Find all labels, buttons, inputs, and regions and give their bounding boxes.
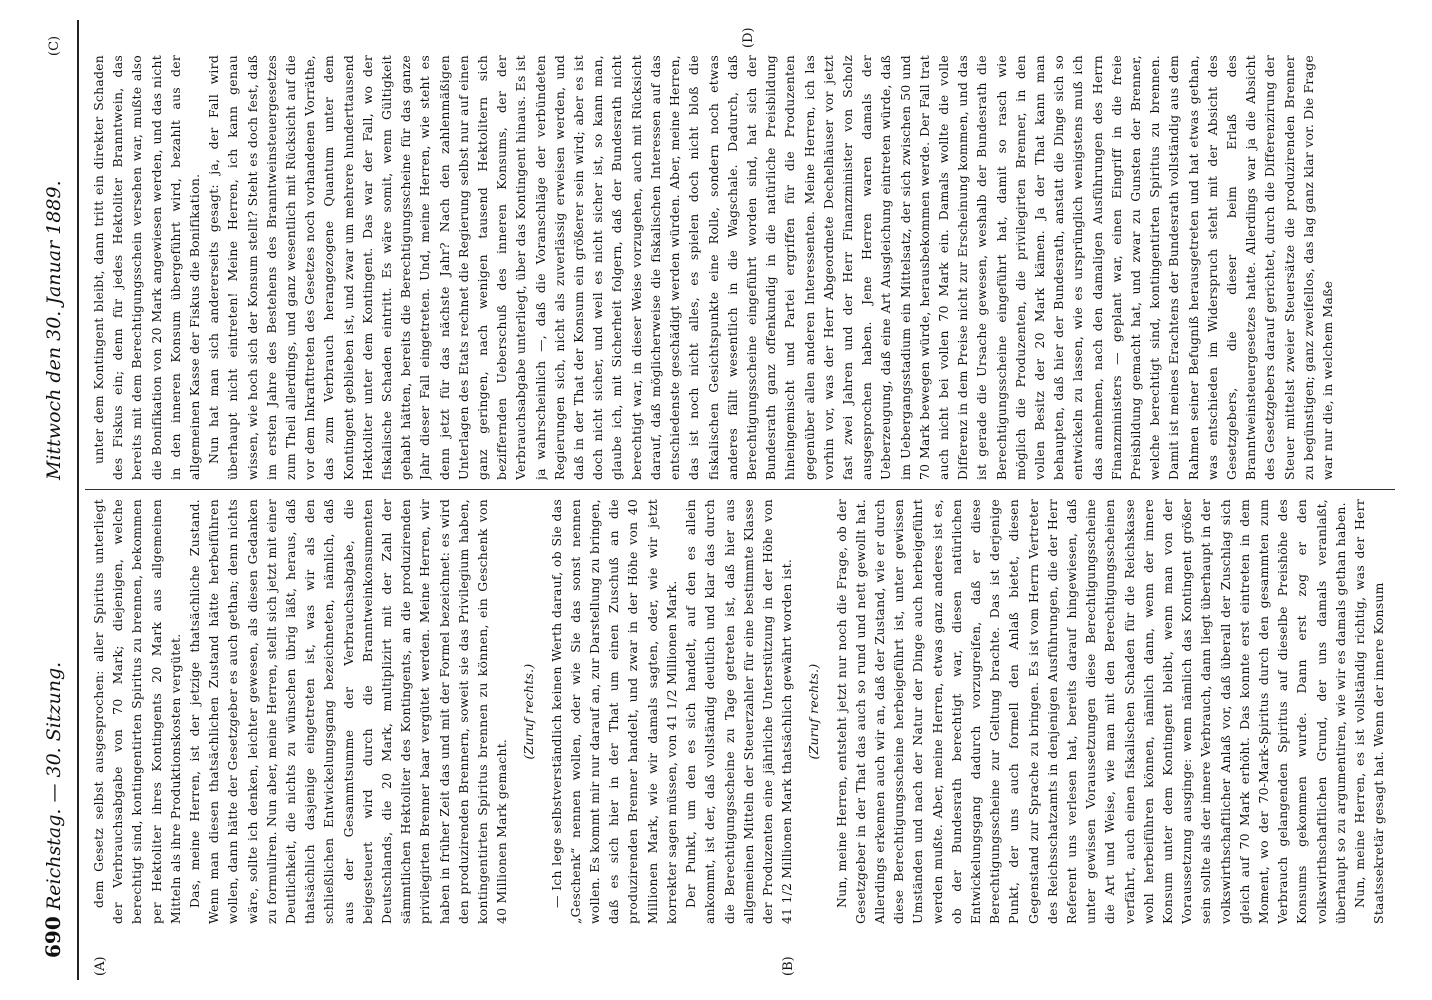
paragraph: Der Punkt, um den es sich handelt, auf den es allein ankommt, ist der, daß vollständig deutlich und klar das durch die Berechtigungsscheine zu Tage getreten ist, daß hier aus allgemeinen Mitteln der Steuerzahler für eine bestimmte Klasse der Produzenten eine jährliche Unterstützung in der Höhe von 41 1/2 Millionen Mark thatsächlich gewährt worden ist.	[683, 499, 795, 924]
digitization-credit	[1414, 30, 1428, 910]
paragraph: Nun hat man sich andererseits gesagt: ja, der Fall wird überhaupt nicht eintreten! Meine Herren, ich kann genau wissen, wie hoch sich der Konsum stellt? Steht es doch fest, daß im ersten Jahre des Bestehens des Branntweinsteuergesetzes zum Theil allerdings, und ganz wesentlich mit Rücksicht auf die vor dem Inkrafttreten des Gesetzes noch vorhandenen Vorräthe, das zum Verbrauch herangezogene Quantum unter dem Kontingent geblieben ist, und zwar um mehrere hunderttausend Hektoliter unter dem Kontingent. Das war der Fall, wo der fiskalische Schaden eintritt. Es wäre somit, wenn Gültigkeit gehabt hätten, bereits die Berechtigungsscheine für das ganze Jahr dieser Fall eingetreten. Und, meine Herren, wie steht es denn jetzt für das nächste Jahr? Nach den zahlenmäßigen Unterlagen des Etats rechnet die Regierung selbst nur auf einen ganz geringen, nach wenigen tausend Hektolitern sich beziffernden Ueberschuß des inneren Konsums, der der Verbrauchsabgabe unterliegt, über das Kontingent hinaus. Es ist ja wahrscheinlich —, daß die Voranschläge der verbündeten Regierungen sich, nicht als zuverlässig erweisen werden, und daß in der That der Konsum ein größerer sein wird; aber es ist doch nicht sicher, und weil es nicht sicher ist, so kann man, glaube ich, mit Sicherheit folgern, daß der Bundesrath nicht berechtigt war, in dieser Weise vorzugehen, auch mit Rücksicht darauf, daß möglicherweise die fiskalischen Interessen auf das entschiedenste geschädigt werden würden. Aber, meine Herren, das ist noch nicht alles, es spielen doch nicht bloß die fiskalischen Gesichtspunkte eine Rolle, sondern noch etwas anderes fällt wesentlich in die Wagschale. Dadurch, daß Berechtigungsscheine eingeführt worden sind, hat sich der Bundesrath ganz offenkundig in die natürliche Preisbildung hineingemischt und Partei ergriffen für die Produzenten gegenüber allen anderen Interessenten. Meine Herren, ich las vorhin vor, was der Herr Abgeordnete Dechelhäuser vor jetzt fast zwei Jahren und der Herr Finanzminister von Scholz ausgesprochen haben. Jene Herren waren damals der Ueberzeugung, daß eine Art Ausgleichung eintreten würde, daß im Uebergangsstadium ein Mittelsatz, der sich zwischen 50 und 70 Mark bewegen würde, herausbekommen werde. Der Fall trat auch nicht bei vollen 70 Mark ein. Damals wollte die volle Differenz in dem Preise nicht zur Erscheinung kommen, und das ist gerade die Ursache gewesen, weshalb der Bundesrath die Berechtigungsscheine eingeführt hat, damit so rasch wie möglich die Produzenten, die privilegirten Brenner, in den vollen Besitz der 20 Mark kämen. Ja der That kann man behaupten, daß hier der Bundesrath, anstatt die Dinge sich so entwickeln zu lassen, wie es ursprünglich wenigstens muß ich das annehmen, nach den damaligen Ausführungen des Herrn Finanzministers — geplant war, einen Eingriff in die freie Preisbildung gemacht hat, und zwar zu Gunsten der Brenner, welche berechtigt sind, kontingentirten Spiritus zu brennen. Damit ist meines Erachtens der Bundesrath vollständig aus dem Rahmen seiner Befugniß herausgetreten und hat etwas gethan, was entschieden im Widerspruch steht mit der Absicht des Gesetzgebers, die dieser beim Erlaß des Branntweinsteuergesetzes hatte. Allerdings war ja die Absicht des Gesetzgebers darauf gerichtet, durch die Differenzirung der Steuer mittelst zweier Steuersätze die produzirenden Brenner zu begünstigen; ganz zweifellos, das lag ganz klar vor. Die Frage war nur die, in welchem Maße	[206, 55, 1335, 480]
session-title: Reichstag. — 30. Sitzung.	[43, 661, 65, 910]
paragraph: Das, meine Herren, ist der jetzige thatsächliche Zustand. Wenn man diesen thatsächlichen Zustand hätte herbeiführen wollen, dann hätte der Gesetzgeber es auch gethan; denn nichts wäre, sollte ich denken, leichter gewesen, als diesen Gedanken zu formuliren. Nun aber, meine Herren, stellt sich jetzt mit einer Deutlichkeit, die nichts zu wünschen übrig läßt, heraus, daß thatsächlich dasjenige eingetreten ist, was wir als den schließlichen Entwickelungsgang bezeichneten, nämlich, daß aus der Gesammtsumme der Verbrauchsabgabe, die beigesteuert wird durch die Branntweinkonsumenten Deutschlands, die 20 Mark, multiplizirt mit der Zahl der sämmtlichen Hektoliter des Kontingents, an die produzirenden privilegirten Brenner baar vergütet werden. Meine Herren, wir haben in früher Zeit das und mit der Formel bezeichnet: es wird den produzirenden Brennern, soweit sie das Privilegium haben, kontingentirten Spiritus brennen zu können, ein Geschenk von 40 Millionen Mark gemacht.	[187, 499, 510, 924]
column-divider	[85, 489, 1395, 490]
rotated-page	[21, 20, 1411, 980]
session-date: Mittwoch den 30. Januar 1889.	[43, 180, 65, 480]
margin-mark-d: (D)	[741, 27, 756, 48]
margin-mark-b: (B)	[781, 956, 796, 976]
interjection: (Zuruf rechts.)	[521, 663, 537, 760]
interjection: (Zuruf rechts.)	[806, 663, 822, 760]
page-header	[21, 20, 79, 980]
margin-mark-a: (A)	[93, 956, 108, 976]
paragraph: — Ich lege selbstverständlich keinen Werth darauf, ob Sie das „Geschenk“ nennen wollen, oder wie Sie das sonst nennen wollen. Es kommt mir nur darauf an, zur Darstellung zu bringen, daß es sich hier in der That um einen Zuschuß an die produzirenden Brenner handelt, und zwar in der Höhe von 40 Millionen Mark, wie wir damals sagten, oder, wie wir jetzt korrekter sagen müssen, von 41 1/2 Millionen Mark.	[548, 499, 679, 924]
page-number: 690	[41, 916, 65, 958]
text-column-right	[89, 55, 1389, 480]
paragraph: Nun, meine Herren, es ist vollständig richtig, was der Herr Staatssekretär gesagt hat. Wenn der innere Konsum	[1352, 499, 1387, 924]
paragraph: unter dem Kontingent bleibt, dann tritt ein direkter Schaden des Fiskus ein; denn für jedes Hektoliter Branntwein, das bereits mit dem Berechtigungsschein versehen war, mußte also die Bonifikation von 20 Mark angewiesen werden, und das nicht in den inneren Konsum übergeführt wird, bezahlt aus der allgemeinen Kasse der Fiskus die Bonifikation.	[91, 55, 203, 480]
margin-mark-c: (C)	[47, 35, 62, 56]
text-column-left	[89, 499, 1389, 924]
paragraph: Nun, meine Herren, entsteht jetzt nur noch die Frage, ob der Gesetzgeber in der That das auch so rund und nett gewollt hat. Allerdings erkennen auch wir an, daß der Zustand, wie er durch diese Berechtigungsscheine herbeigeführt ist, unter gewissen Umständen und nach der Natur der Dinge auch herbeigeführt werden mußte. Aber, meine Herren, etwas ganz anderes ist es, ob der Bundesrath berechtigt war, diesen natürlichen Entwickelungsgang dadurch vorzugreifen, daß er diese Berechtigungsscheine zur Geltung brachte. Das ist derjenige Punkt, der uns auch formell den Anlaß bietet, diesen Gegenstand zur Sprache zu bringen. Es ist vom Herrn Vertreter des Reichsschatzamts in denjenigen Ausführungen, die der Herr Referent uns verlesen hat, bereits darauf hingewiesen, daß unter gewissen Voraussetzungen diese Berechtigungsscheine die Art und Weise, wie man mit den Berechtigungsscheinen verfährt, auch einen fiskalischen Schaden für die Reichskasse wohl herbeiführen können, nämlich dann, wenn der innere Konsum unter dem Kontingent bleibt, wenn man von der Voraussetzung ausginge: wenn nämlich das Kontingent größer sein sollte als der innere Verbrauch, dann liegt überhaupt in der volkswirthschaftlicher Anlaß vor, daß überall der Zuschlag sich gleich auf 70 Mark erhöht. Das konnte erst eintreten in dem Moment, wo der 70-Mark-Spiritus durch den gesammten zum Verbrauch gelangenden Spiritus auf dieselbe Preishöhe des Konsums gekommen wurde. Dann erst zog er den volkswirthschaftlichen Grund, der uns damals veranlaßt, überhaupt so zu argumentiren, wie wir es damals gethan haben.	[833, 499, 1348, 924]
paragraph: dem Gesetz selbst ausgesprochen: aller Spiritus unterliegt der Verbrauchsabgabe von 70 Mark; diejenigen, welche berechtigt sind, kontingentirten Spiritus zu brennen, bekommen per Hektoliter ihres Kontingents 20 Mark aus allgemeinen Mitteln als ihre Produktionskosten vergütet.	[91, 499, 183, 924]
